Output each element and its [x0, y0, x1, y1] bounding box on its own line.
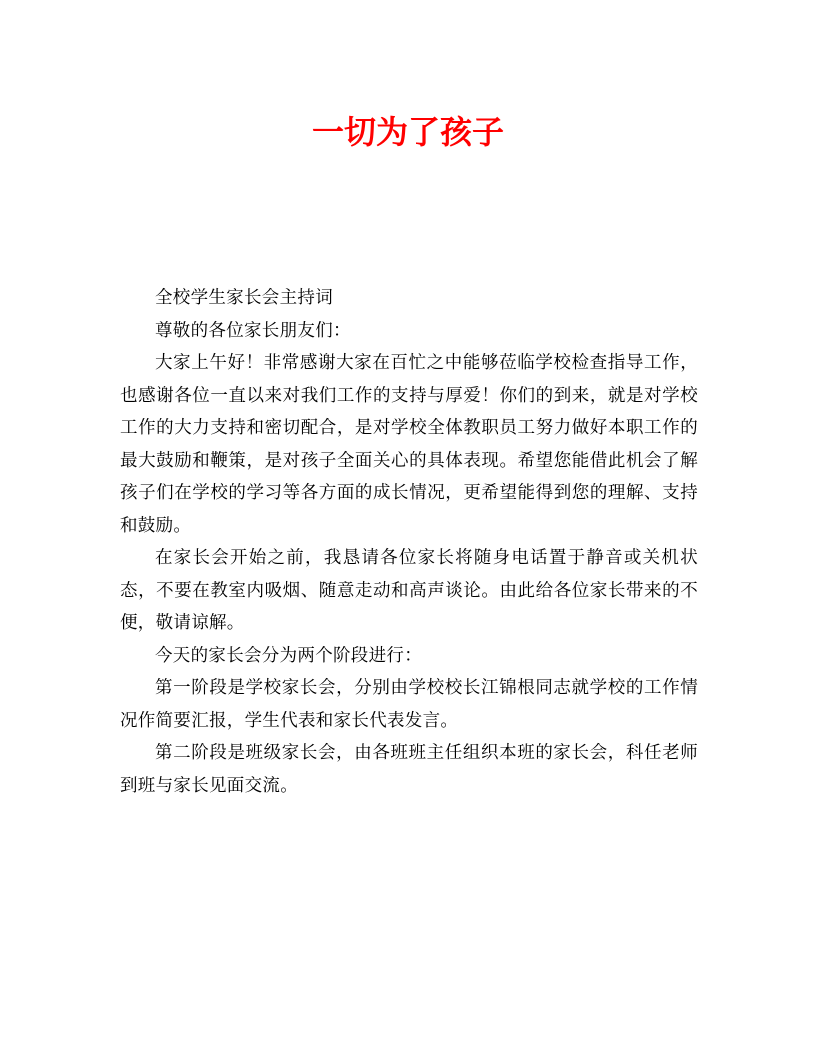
- paragraph-agenda: 今天的家长会分为两个阶段进行：: [155, 645, 422, 666]
- paragraph-stage-two: 第二阶段是班级家长会，由各班班主任组织本班的家长会，科任老师到班与家长见面交流。: [120, 743, 698, 796]
- paragraph-heading: 全校学生家长会主持词: [155, 288, 333, 308]
- document-title: 一切为了孩子: [311, 113, 504, 151]
- paragraph-salutation: 尊敬的各位家长朋友们：: [155, 320, 351, 341]
- paragraph-stage-one: 第一阶段是学校家长会，分别由学校校长江锦根同志就学校的工作情况作简要汇报，学生代表和家长代表发言。: [120, 678, 698, 731]
- paragraph-notice: 在家长会开始之前，我恳请各位家长将随身电话置于静音或关机状态，不要在教室内吸烟、随意走动和高声谈论。由此给各位家长带来的不便，敬请谅解。: [120, 548, 698, 633]
- document-body: [120, 282, 698, 802]
- paragraph-welcome: 大家上午好！非常感谢大家在百忙之中能够莅临学校检查指导工作，也感谢各位一直以来对我们工作的支持与厚爱！你们的到来，就是对学校工作的大力支持和密切配合，是对学校全体教职员工努力做好本职工作的最大鼓励和鞭策，是对孩子全面关心的具体表现。希望您能借此机会了解孩子们在学校的学习等各方面的成长情况，更希望能得到您的理解、支持和鼓励。: [120, 353, 698, 536]
